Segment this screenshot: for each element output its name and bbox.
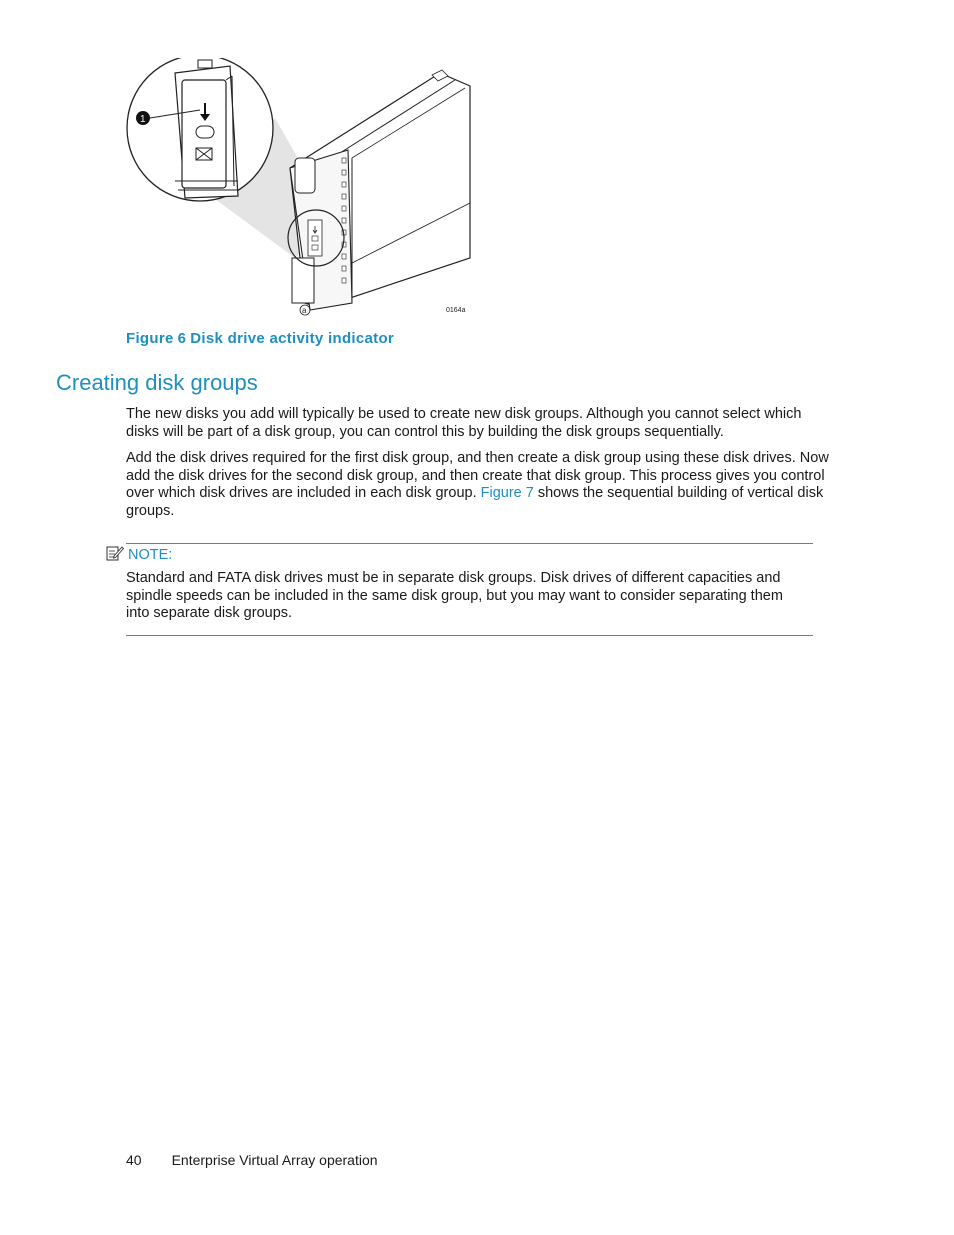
caption-label: Figure [126,330,174,347]
note-bottom-rule [126,635,813,636]
page-number: 40 [126,1152,142,1168]
note-header [106,545,172,565]
section-heading: Creating disk groups [56,370,258,395]
footer-title: Enterprise Virtual Array operation [171,1152,378,1168]
disk-drive-illustration [120,58,480,320]
paragraph-procedure [126,450,836,520]
note-top-rule [126,543,813,544]
note-text: Standard and FATA disk drives must be in separate disk groups. Disk drives of different capacities and spindle speeds can be included in the same disk group, but you may want to consider separating them into separate disk groups. [126,570,783,621]
figure-caption [126,330,394,347]
paragraph-procedure-tail: shows the sequential building of vertical disk groups. [126,485,824,519]
page-footer [126,1152,378,1168]
small-label-a: a [302,306,307,315]
figure-part-number: 0164a [446,307,466,314]
caption-text: Disk drive activity indicator [190,330,395,347]
figure-7-link[interactable]: Figure 7 [480,485,534,501]
paragraph-procedure-text: Add the disk drives required for the first disk group, and then create a disk group using these disk drives. Now add the disk drives for the second disk group, and then create that disk group. This process gives you control over which disk drives are included in each disk group. [126,450,829,501]
paragraph-intro: The new disks you add will typically be used to create new disk groups. Although you cannot select which disks will be part of a disk group, you can control this by building the disk groups sequentially. [126,406,802,440]
disk-drive-figure [120,58,480,320]
callout-number: 1 [140,114,146,125]
caption-number: 6 [177,330,187,347]
note-label: NOTE: [128,547,173,563]
zoomed-indicator-panel [175,60,238,198]
note-pencil-icon [106,545,124,565]
